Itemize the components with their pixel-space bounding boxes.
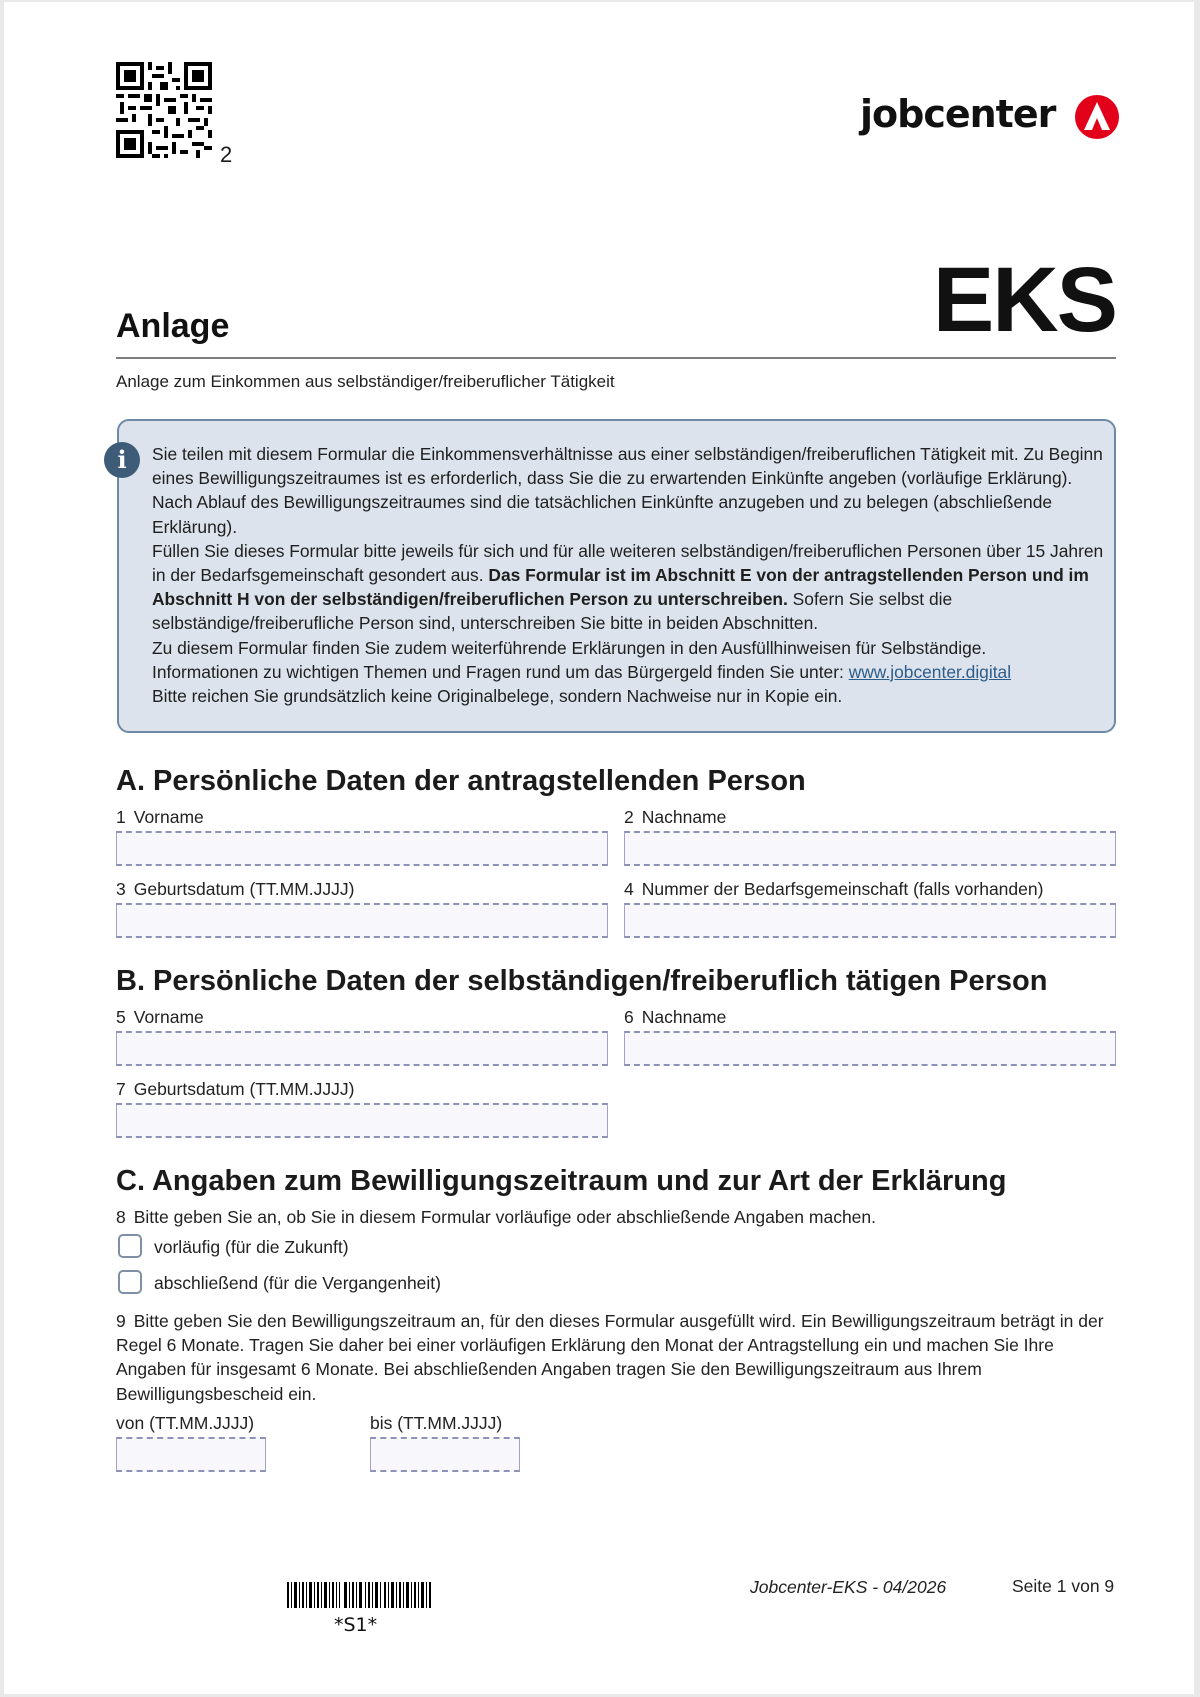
field-number: 1: [116, 807, 126, 827]
info-text-part: Informationen zu wichtigen Themen und Fragen rund um das Bürgergeld finden Sie unter:: [152, 661, 849, 682]
arbeitsagentur-a-icon: [1074, 94, 1120, 140]
to-date-label: bis (TT.MM.JJJJ): [370, 1413, 503, 1433]
barcode-label: *S1*: [334, 1614, 378, 1636]
qr-page-number: 2: [220, 142, 233, 167]
page-title: Anlage: [116, 307, 230, 345]
form-id: Jobcenter-EKS - 04/2026: [750, 1577, 947, 1597]
field-number: 5: [116, 1007, 126, 1027]
self-employed-first-name-input[interactable]: [116, 1031, 608, 1066]
field-3-label: [116, 879, 354, 900]
field-6-label: [624, 1007, 726, 1028]
form-page: [4, 2, 1194, 1694]
field-label-text: Vorname: [133, 807, 204, 827]
field-label-text: Nachname: [641, 1007, 727, 1027]
question-number: 9: [116, 1311, 126, 1331]
page-indicator: Seite 1 von 9: [1012, 1576, 1115, 1596]
field-label-text: Nummer der Bedarfsgemeinschaft (falls vorhanden): [641, 879, 1044, 899]
info-icon: i: [104, 442, 140, 478]
field-4-label: [624, 879, 1043, 900]
self-employed-last-name-input[interactable]: [624, 1031, 1116, 1066]
field-number: 2: [624, 807, 634, 827]
question-9: [116, 1309, 1116, 1406]
info-text-part: Sofern Sie selbst die selbständige/freiberufliche Person sind, unterschreiben Sie bitte in beiden Abschnitten.: [152, 589, 953, 634]
info-paragraph-5: Bitte reichen Sie grundsätzlich keine Originalbelege, sondern Nachweise nur in Kopie ein.: [152, 686, 843, 707]
page-subtitle: Anlage zum Einkommen aus selbständiger/freiberuflicher Tätigkeit: [116, 372, 615, 391]
field-label-text: Geburtsdatum (TT.MM.JJJJ): [133, 879, 355, 899]
section-a-heading: A. Persönliche Daten der antragstellenden Person: [116, 765, 806, 797]
field-number: 4: [624, 879, 634, 899]
field-5-label: [116, 1007, 204, 1028]
first-name-input[interactable]: [116, 831, 608, 866]
question-number: 8: [116, 1207, 126, 1227]
qr-code: [116, 62, 212, 158]
jobcenter-logo: [860, 92, 1120, 144]
to-date-input[interactable]: [370, 1437, 520, 1472]
field-label-text: Geburtsdatum (TT.MM.JJJJ): [133, 1079, 355, 1099]
field-2-label: [624, 807, 726, 828]
page-barcode: [287, 1582, 431, 1608]
title-divider: [116, 357, 1116, 359]
field-number: 6: [624, 1007, 634, 1027]
section-c-heading: C. Angaben zum Bewilligungszeitraum und zur Art der Erklärung: [116, 1165, 1007, 1197]
provisional-label: vorläufig (für die Zukunft): [154, 1237, 349, 1257]
bg-number-input[interactable]: [624, 903, 1116, 938]
info-paragraph-1: Sie teilen mit diesem Formular die Einkommensverhältnisse aus einer selbständigen/freiberuflichen Tätigkeit mit. Zu Beginn eines Bewilligungszeitraumes ist es erforderlich, dass Sie die zu erwartenden Einkünfte angeben (vorläufige Erklärung). Nach Ablauf des Bewilligungszeitraumes sind die tatsächlichen Einkünfte anzugeben und zu belegen (abschließende Erklärung).: [152, 444, 1103, 537]
final-checkbox[interactable]: [118, 1270, 142, 1294]
field-label-text: Nachname: [641, 807, 727, 827]
info-paragraph-3: Zu diesem Formular finden Sie zudem weiterführende Erklärungen in den Ausfüllhinweisen für Selbständige.: [152, 637, 987, 658]
info-paragraph-4: [152, 660, 1107, 684]
provisional-checkbox[interactable]: [118, 1234, 142, 1258]
field-7-label: [116, 1079, 354, 1100]
self-employed-birth-date-input[interactable]: [116, 1103, 608, 1138]
field-label-text: Vorname: [133, 1007, 204, 1027]
logo-text: jobcenter: [860, 92, 1056, 136]
from-date-input[interactable]: [116, 1437, 266, 1472]
birth-date-input[interactable]: [116, 903, 608, 938]
jobcenter-digital-link[interactable]: www.jobcenter.digital: [848, 661, 1012, 682]
from-date-label: von (TT.MM.JJJJ): [116, 1413, 255, 1433]
final-label: abschließend (für die Vergangenheit): [154, 1273, 441, 1293]
question-text: Bitte geben Sie an, ob Sie in diesem Formular vorläufige oder abschließende Angaben machen.: [133, 1207, 876, 1227]
info-paragraph-2: [152, 539, 1107, 636]
info-text-part: Füllen Sie dieses Formular bitte jeweils für sich und für alle weiteren selbständigen/freiberuflichen Personen über 15 Jahren in der Bedarfsgemeinschaft gesondert aus.: [152, 540, 1104, 586]
question-text: Bitte geben Sie den Bewilligungszeitraum an, für den dieses Formular ausgefüllt wird. Ein Bewilligungszeitraum beträgt in der Regel 6 Monate. Tragen Sie daher bei einer vorläufigen Erklärung den Monat der Antragstellung ein und machen Sie Ihre Angaben für insgesamt 6 Monate. Bei abschließenden Angaben tragen Sie den Bewilligungszeitraum aus Ihrem Bewilligungsbescheid ein.: [116, 1311, 1104, 1404]
question-8: [116, 1207, 876, 1228]
last-name-input[interactable]: [624, 831, 1116, 866]
form-code: EKS: [932, 249, 1116, 351]
field-number: 3: [116, 879, 126, 899]
field-1-label: [116, 807, 204, 828]
field-number: 7: [116, 1079, 126, 1099]
info-signature-note: Das Formular ist im Abschnitt E von der antragstellenden Person und im Abschnitt H von der selbständigen/freiberuflichen Person zu unterschreiben.: [152, 565, 1089, 610]
info-text: [152, 442, 1107, 708]
section-b-heading: B. Persönliche Daten der selbständigen/freiberuflich tätigen Person: [116, 965, 1048, 997]
